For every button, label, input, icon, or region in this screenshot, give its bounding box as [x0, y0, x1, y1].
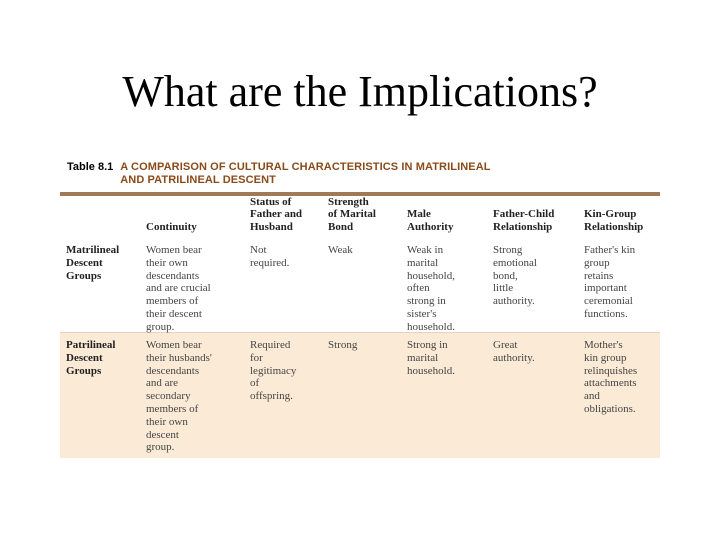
- table-cell: Great authority.: [493, 339, 535, 364]
- table-heading: A COMPARISON OF CULTURAL CHARACTERISTICS IN MATRILINEAL AND PATRILINEAL DESCENT: [120, 161, 491, 186]
- table-cell: Strong in marital household.: [407, 339, 455, 377]
- header-cell-strength: Strength of Marital Bond: [328, 195, 376, 234]
- header-cell-male-authority: Male Authority: [407, 208, 454, 234]
- table-cell: Weak in marital household, often strong in sister's household.: [407, 244, 455, 333]
- table-header-row: [60, 196, 660, 240]
- table-cell: Mother's kin group relinquishes attachments and obligations.: [584, 339, 638, 415]
- table-cell: Women bear their own descendants and are crucial members of their descent group.: [146, 244, 211, 333]
- table-row-patrilineal: [60, 332, 660, 458]
- table-cell: Not required.: [250, 244, 290, 269]
- table-label: Table 8.1: [67, 161, 114, 173]
- header-cell-status: Status of Father and Husband: [250, 195, 303, 234]
- table-cell: Strong emotional bond, little authority.: [493, 244, 537, 308]
- header-cell-continuity: Continuity: [146, 221, 197, 234]
- table-cell: Women bear their husbands' descendants and are secondary members of their own descent group.: [146, 339, 212, 454]
- table-cell: Weak: [328, 244, 353, 256]
- header-cell-father-child: Father-Child Relationship: [493, 208, 555, 234]
- table-caption: [60, 161, 660, 187]
- row-header: Patrilineal Descent Groups: [66, 339, 116, 377]
- table-cell: Required for legitimacy of offspring.: [250, 339, 297, 403]
- table-row-matrilineal: [60, 240, 660, 332]
- table-cell: Father's kin group retains important ceremonial functions.: [584, 244, 636, 320]
- header-cell-kin-group: Kin-Group Relationship: [584, 208, 644, 234]
- slide-title: What are the Implications?: [122, 67, 598, 116]
- table-cell: Strong: [328, 339, 358, 351]
- row-header: Matrilineal Descent Groups: [66, 244, 120, 282]
- comparison-table: [60, 161, 660, 458]
